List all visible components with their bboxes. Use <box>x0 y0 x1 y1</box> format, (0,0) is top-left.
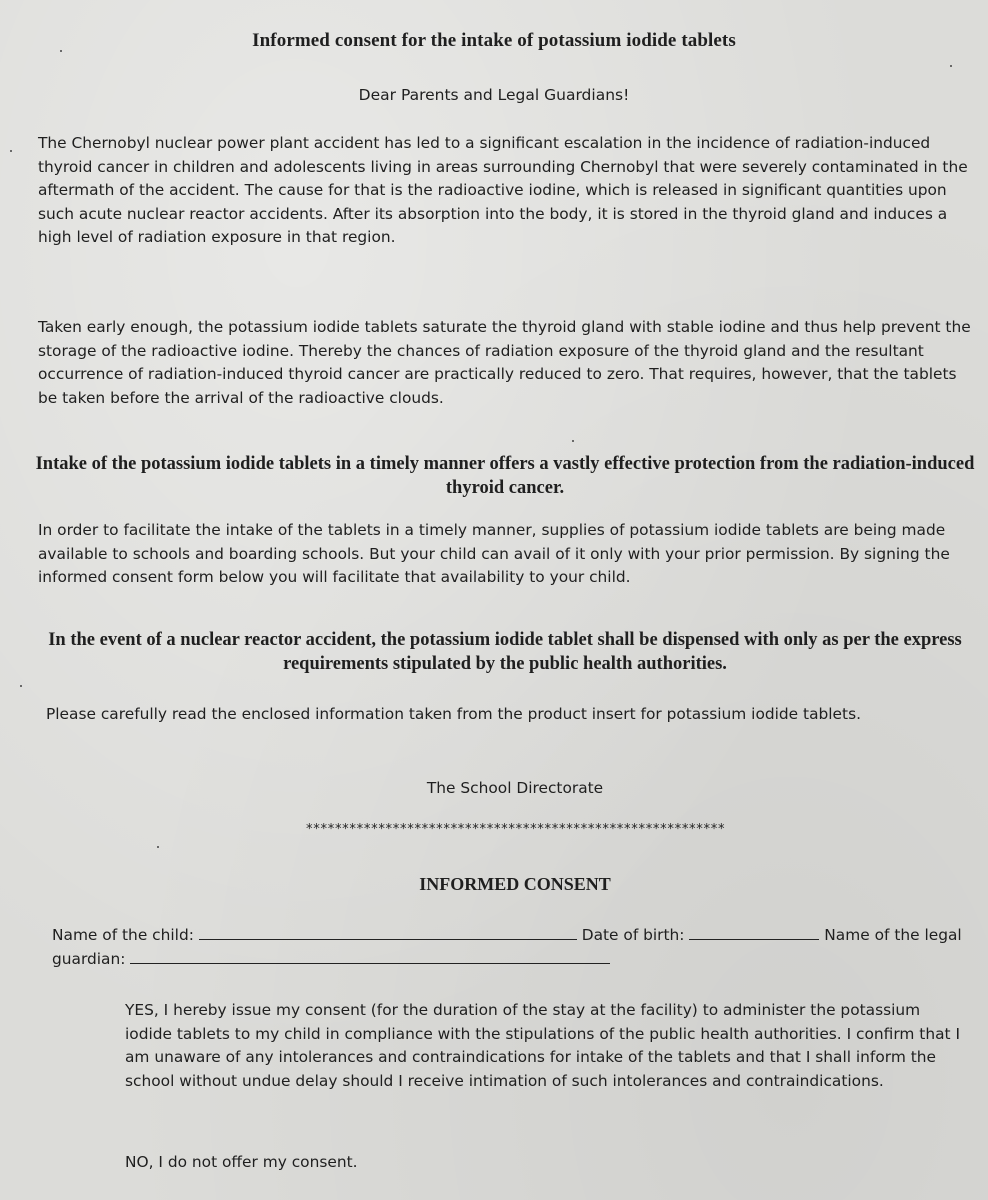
guardian-label: Name of the legal guardian: <box>52 926 962 968</box>
separator: ********************************************************** <box>305 822 725 837</box>
document-title: Informed consent for the intake of potassium iodide tablets <box>252 30 736 51</box>
paragraph-read-insert: Please carefully read the enclosed information taken from the product insert for potassium iodide tablets. <box>46 705 861 723</box>
option-no: NO, I do not offer my consent. <box>125 1153 358 1171</box>
paper-speck <box>157 846 159 848</box>
paper-speck <box>20 685 22 687</box>
option-yes: YES, I hereby issue my consent (for the duration of the stay at the facility) to administer the potassium iodide tablets to my child in compliance with the stipulations of the public health authorities. I confirm that I am unaware of any intolerances and contraindications for intake of the tablets and that I shall inform the school without undue delay should I receive intimation of such intolerances and contraindications. <box>125 1001 960 1090</box>
paper-speck <box>572 440 574 442</box>
guardian-name-line[interactable] <box>130 948 610 964</box>
paragraph-chernobyl: The Chernobyl nuclear power plant accident has led to a significant escalation in the incidence of radiation-induced thyroid cancer in children and adolescents living in areas surrounding Chernobyl that were severely contaminated in the aftermath of the accident. The cause for that is the radioactive iodine, which is released in significant quantities upon such acute nuclear reactor accidents. After its absorption into the body, it is stored in the thyroid gland and induces a high level of radiation exposure in that region. <box>38 134 968 246</box>
consent-fields <box>52 924 972 971</box>
dob-label: Date of birth: <box>581 926 685 944</box>
paragraph-supplies: In order to facilitate the intake of the tablets in a timely manner, supplies of potassium iodide tablets are being made available to schools and boarding schools. But your child can avail of it only with your prior permission. By signing the informed consent form below you will facilitate that availability to your child. <box>38 521 950 586</box>
signoff: The School Directorate <box>426 779 604 797</box>
paragraph-tablet-effect: Taken early enough, the potassium iodide tablets saturate the thyroid gland with stable iodine and thus help prevent the storage of the radioactive iodine. Thereby the chances of radiation exposure of the thyroid gland and the resultant occurrence of radiation-induced thyroid cancer are practically reduced to zero. That requires, however, that the tablets be taken before the arrival of the radioactive clouds. <box>38 318 971 407</box>
consent-heading: INFORMED CONSENT <box>419 874 611 894</box>
paper-speck <box>950 65 952 67</box>
dob-line[interactable] <box>689 924 819 940</box>
bold-note-protection: Intake of the potassium iodide tablets in a timely manner offers a vastly effective protection from the radiation-induced thyroid cancer. <box>35 454 975 498</box>
child-name-line[interactable] <box>199 924 577 940</box>
paper-speck <box>60 50 62 52</box>
greeting: Dear Parents and Legal Guardians! <box>358 86 630 104</box>
paper-speck <box>10 150 12 152</box>
bold-note-dispensing: In the event of a nuclear reactor accident, the potassium iodide tablet shall be dispensed with only as per the express requirements stipulated by the public health authorities. <box>48 630 962 674</box>
child-name-label: Name of the child: <box>52 926 194 944</box>
